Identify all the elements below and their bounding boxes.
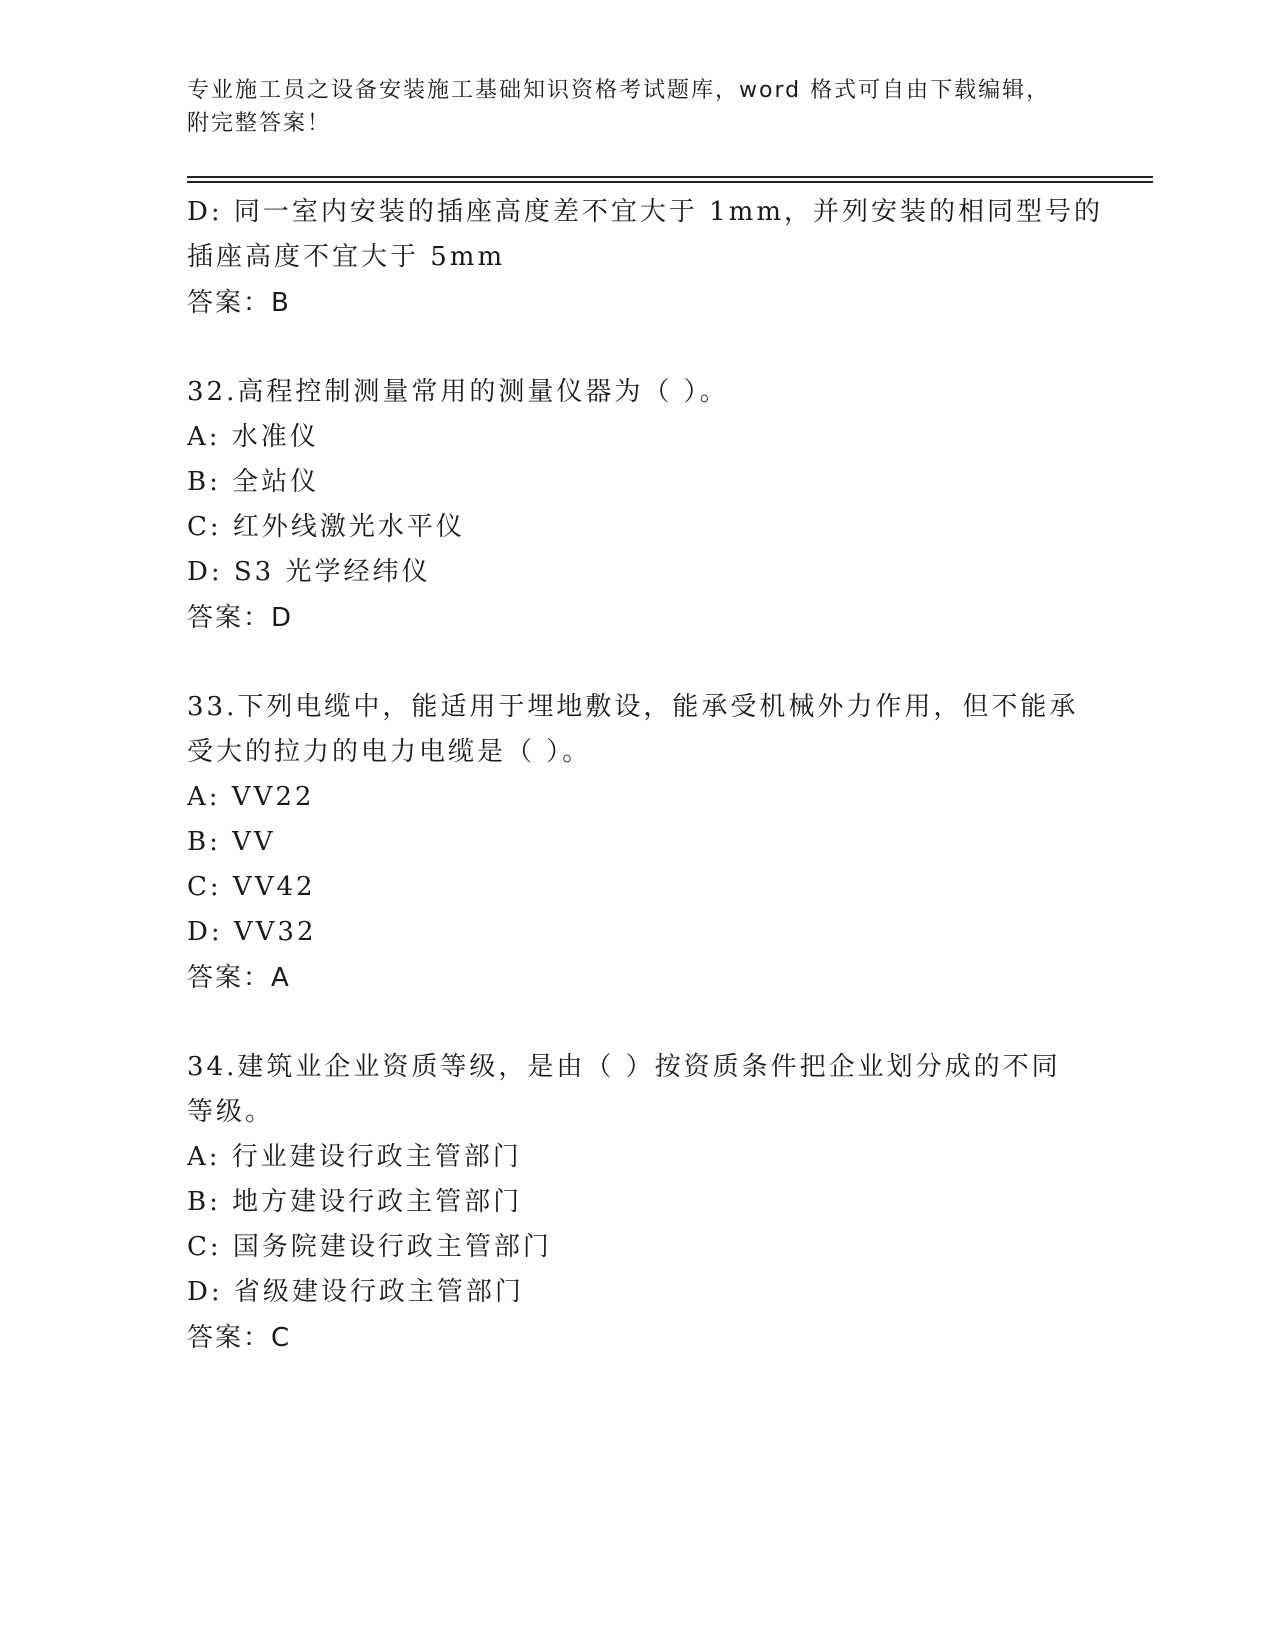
option-b: B: 地方建设行政主管部门 [187,1187,523,1217]
question-34 [187,1045,1087,1361]
spacer [187,1001,1087,1045]
question-33 [187,685,1087,1001]
option-d-continued: 插座高度不宜大于 5mm [187,242,506,272]
answer-line: 答案：A [187,963,291,993]
option-a: A: 水准仪 [187,422,319,452]
option-d: D: 省级建设行政主管部门 [187,1277,524,1307]
option-d: D: VV32 [187,917,317,947]
question-list [187,190,1103,1361]
option-b: B: VV [187,827,276,857]
answer-line: 答案：D [187,603,294,633]
header-line-2: 附完整答案！ [187,111,332,136]
option-c: C: 红外线激光水平仪 [187,512,465,542]
option-b: B: 全站仪 [187,467,320,497]
option-a: A: 行业建设行政主管部门 [187,1142,522,1172]
prev-question-tail [187,190,1103,326]
header-line-1: 专业施工员之设备安装施工基础知识资格考试题库，word 格式可自由下载编辑， [187,78,1051,103]
header-divider-top [187,176,1153,178]
option-a: A: VV22 [187,782,315,812]
question-stem: 32.高程控制测量常用的测量仪器为（ ）。 [187,377,729,407]
question-stem: 34.建筑业企业资质等级，是由（ ）按资质条件把企业划分成的不同 [187,1052,1061,1082]
option-c: C: VV42 [187,872,316,902]
answer-line: 答案：B [187,288,291,318]
spacer [187,326,1087,370]
question-32 [187,370,1087,641]
question-stem-continued: 等级。 [187,1097,275,1127]
document-header [187,74,1057,140]
option-c: C: 国务院建设行政主管部门 [187,1232,552,1262]
spacer [187,641,1087,685]
option-d: D: S3 光学经纬仪 [187,557,431,587]
header-divider-bottom [187,181,1153,183]
option-d: D: 同一室内安装的插座高度差不宜大于 1mm，并列安装的相同型号的 [187,197,1103,227]
question-stem-continued: 受大的拉力的电力电缆是（ ）。 [187,737,592,767]
question-stem: 33.下列电缆中，能适用于埋地敷设，能承受机械外力作用，但不能承 [187,692,1079,722]
answer-line: 答案：C [187,1323,292,1353]
